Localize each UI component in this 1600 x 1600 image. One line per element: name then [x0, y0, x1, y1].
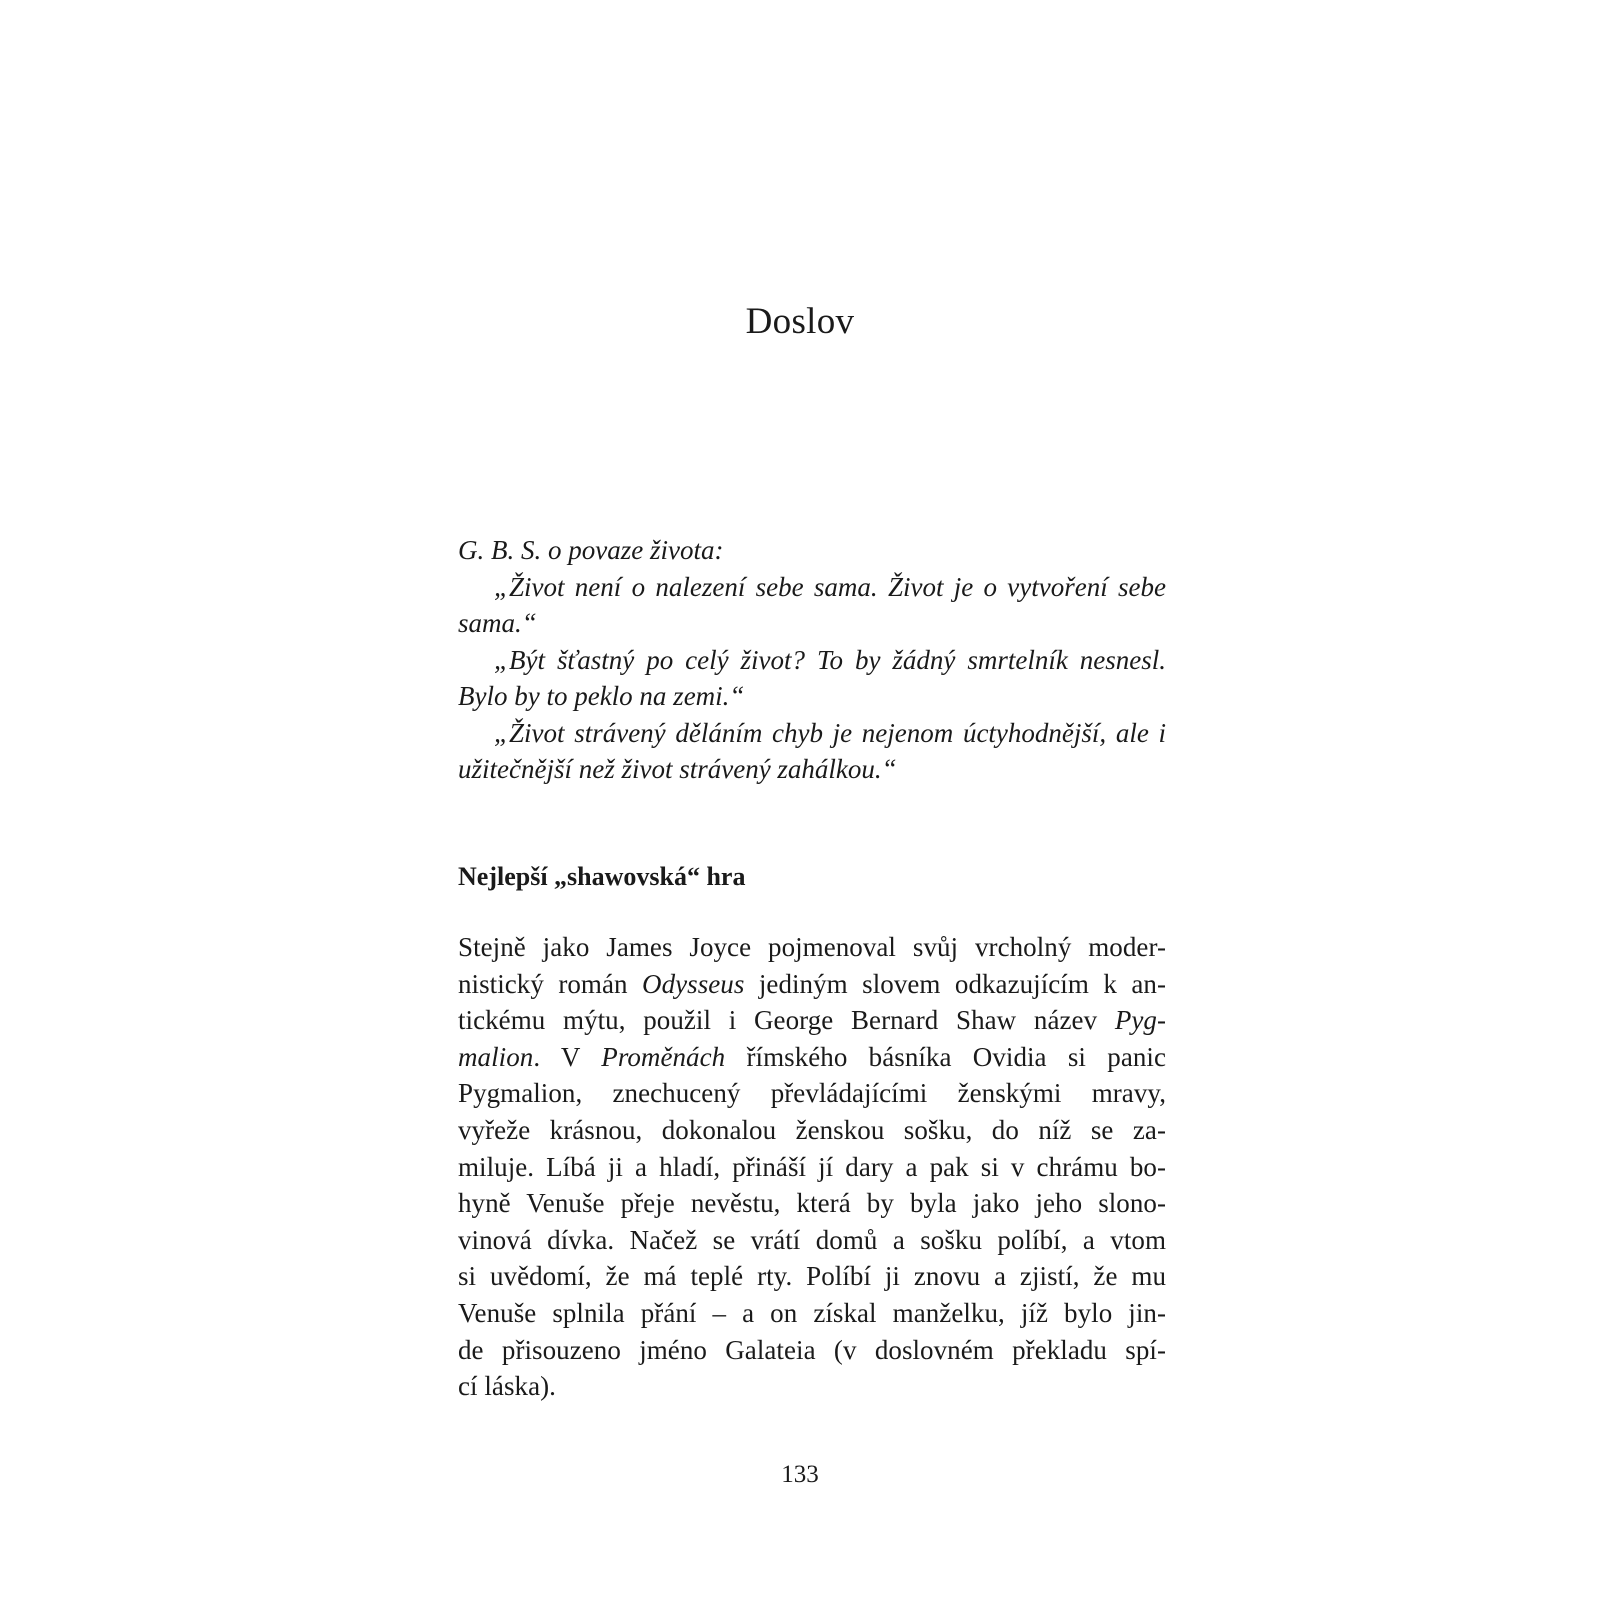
- epigraph-quote-3: „Život strávený děláním chyb je nejenom úctyhodnější, ale i užitečnější než život strávený zahálkou.“: [458, 717, 1166, 784]
- italic-title: Pyg-: [1114, 1005, 1166, 1036]
- epigraph-quote-2: „Být šťastný po celý život? To by žádný smrtelník nesnesl. Bylo by to peklo na zemi.“: [458, 644, 1166, 711]
- body-line: miluje. Líbá ji a hladí, přináší jí dary a pak si v chrámu bo-: [458, 1151, 1166, 1182]
- section-heading: Nejlepší „shawovská“ hra: [458, 862, 746, 891]
- italic-title: Odysseus: [642, 968, 745, 999]
- body-line: vyřeže krásnou, dokonalou ženskou sošku, do níž se za-: [458, 1114, 1166, 1145]
- body-line: vinová dívka. Načež se vrátí domů a sošku políbí, a vtom: [458, 1224, 1166, 1255]
- body-line: Venuše splnila přání – a on získal manželku, jíž bylo jin-: [458, 1297, 1166, 1328]
- body-line: nistický román Odysseus jediným slovem odkazujícím k an-: [458, 968, 1166, 999]
- italic-title: malion: [458, 1041, 534, 1072]
- body-line: cí láska).: [458, 1371, 556, 1402]
- italic-title: Proměnách: [601, 1041, 726, 1072]
- body-line: Stejně jako James Joyce pojmenoval svůj vrcholný moder-: [458, 932, 1166, 962]
- epigraph-intro: G. B. S. o povaze života:: [458, 535, 724, 565]
- body-line: hyně Venuše přeje nevěstu, která by byla jako jeho slono-: [458, 1188, 1166, 1219]
- page-number: 133: [781, 1461, 819, 1488]
- body-line: si uvědomí, že má teplé rty. Políbí ji znovu a zjistí, že mu: [458, 1261, 1166, 1292]
- body-line: tickému mýtu, použil i George Bernard Shaw název Pyg-: [458, 1005, 1166, 1036]
- body-paragraph: [458, 929, 1166, 1405]
- chapter-title: Doslov: [745, 301, 855, 342]
- body-line: Pygmalion, znechucený převládajícími ženskými mravy,: [458, 1078, 1166, 1109]
- body-line: malion. V Proměnách římského básníka Ovidia si panic: [458, 1041, 1166, 1072]
- epigraph: [458, 532, 1166, 788]
- body-line: de přisouzeno jméno Galateia (v doslovném překladu spí-: [458, 1334, 1166, 1365]
- epigraph-quote-1: „Život není o nalezení sebe sama. Život je o vytvoření sebe sama.“: [458, 571, 1166, 638]
